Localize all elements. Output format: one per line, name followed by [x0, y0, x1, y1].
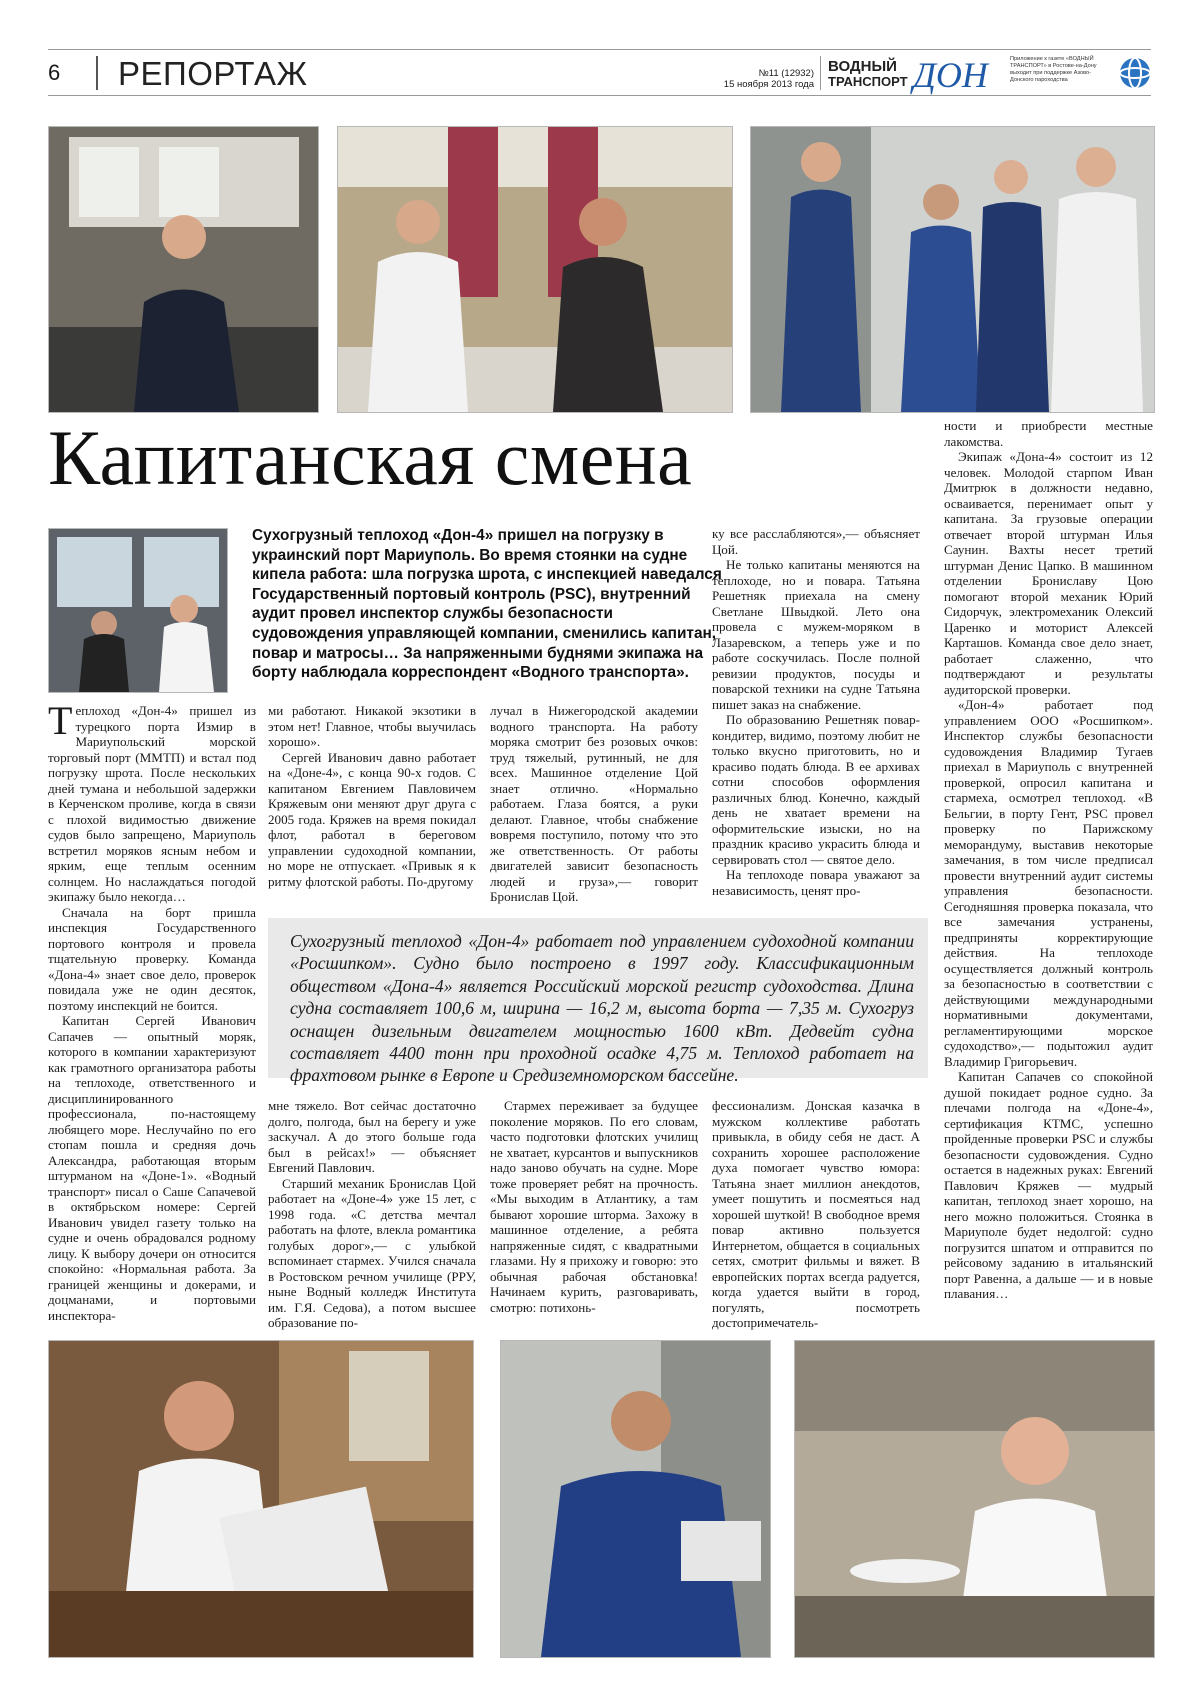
page-number: 6: [48, 60, 61, 85]
paragraph: «Дон-4» работает под управлением ООО «Росшипком». Инспектор службы безопасности судовождения Владимир Тугаев приехал в Мариуполь с внутренней проверкой, опросил капитана и стармеха, осмотрел теплоход. «В Бельгии, в порту Гент, PSC провел проверку по Парижскому меморандуму, выставив некоторые замечания, в том числе предписал провести внутренний аудит системы управления безопасности. Сегодняшняя проверка показала, что все замечания устранены, предприняты корректирующие действия. На теплоходе осуществляется должный контроль за безопасностью в соответствии с действующими международными нормативными документами, регламентирующими морское судоходство»,— подытожил аудит Владимир Григорьевич.: [944, 697, 1153, 1069]
paragraph: ку все расслабляются»,— объясняет Цой.: [712, 526, 920, 557]
paragraph: Капитан Сапачев со спокойной душой покидает родное судно. За плечами полгода на «Доне-4», сертификация КТМС, успешно пройденные проверки PSC и службы безопасности судовождения. Судно остается в надежных руках: Евгений Павлович Кряжев — мудрый капитан, теплоход знает хорошо, на него можно положиться. Стоянка в Мариуполе будет недолгой: судно погрузится шпатом и отправится по рейсовому заданию в итальянский порт Равенна, а дальше — и в новые плавания…: [944, 1069, 1153, 1301]
paragraph: Экипаж «Дона-4» состоит из 12 человек. Молодой старпом Иван Дмитрюк в должности недавно, осваивается, перенимает опыт у капитана. За грузовые операции отвечает второй штурман Илья Саунин. Вахты несет третий штурман Денис Цапко. В машинном отделении Брониславу Цою помогают второй механик Юрий Сидорчук, электромеханик Олексий Царенко и моторист Алексей Карташов. Команда свое дело знает, работает слаженно, что подтверждают и результаты аудиторской проверки.: [944, 449, 1153, 697]
paragraph: лучал в Нижегородской академии водного транспорта. На работу моряка смотрит без розовых очков: труд тяжелый, рутинный, не для всех. Машинное отделение Цой знает отлично. «Нормально работаем. Глаза боятся, а руки делают. Главное, чтобы снабжение вовремя поступило, потому что это же ответственность. От работы двигателей зависит безопасность людей и груза»,— говорит Бронислав Цой.: [490, 703, 698, 904]
paragraph: По образованию Решетняк повар-кондитер, видимо, поэтому любит не только вкусно приготовить, но и красиво подать блюда. В ее архивах сотни способов оформления различных блюд. Конечно, каждый день не хватает времени на оформительские изыски, но на праздник красиво украсить блюда и сервировать стол — святое дело.: [712, 712, 920, 867]
issue-number: №11 (12932): [758, 68, 814, 79]
logo-word-top: ВОДНЫЙ: [828, 58, 897, 75]
column-3-bottom: [490, 1098, 698, 1315]
column-4-top: [712, 526, 920, 898]
headline: Капитанская смена: [48, 414, 693, 501]
lead-paragraph: Сухогрузный теплоход «Дон-4» пришел на погрузку в украинский порт Мариуполь. Во время стоянки на судне кипела работа: шла погрузка шрота, с инспекцией наведался Государственный портовый контроль (PSC), внутренний аудит провел инспектор службы безопасности судовождения управляющей компании, сменились капитан, повар и матросы… За напряженными буднями экипажа на борту наблюдала корреспондент «Водного транспорта».: [252, 527, 722, 682]
logo: [828, 55, 1018, 95]
paragraph: На теплоходе повара уважают за независимость, ценят про-: [712, 867, 920, 898]
logo-word-bottom: ТРАНСПОРТ: [828, 74, 908, 89]
paragraph: ми работают. Никакой экзотики в этом нет! Главное, чтобы выучилась хорошо».: [268, 703, 476, 749]
logo-note: Приложение к газете «ВОДНЫЙ ТРАНСПОРТ» в Ростове-на-Дону выходит при поддержке Азово-Донского пароходства: [1010, 56, 1097, 83]
column-5: [944, 418, 1153, 1302]
paragraph: мне тяжело. Вот сейчас достаточно долго, полгода, был на берегу и уже заскучал. А до этого больше года был в рейсах!» — объясняет Евгений Павлович.: [268, 1098, 476, 1175]
issue-info: [714, 68, 814, 90]
column-1: [48, 698, 256, 1323]
column-4-bottom: [712, 1098, 920, 1331]
paragraph: Капитан Сергей Иванович Сапачев — опытный моряк, которого в компании характеризуют как грамотного организатора работы на теплоходе, ответственного и дисциплинированного профессионала, по-настоящему любящего море. Неслучайно по его стопам пошла и средняя дочь Александра, работающая вторым штурманом на «Доне-1». «Водный транспорт» писал о Саше Сапачевой в октябрьском номере: Сергей Иванович увидел газету только на судне и очень обрадовался родному лицу. К выбору дочери он относится спокойно: «Нормальная работа. За границей женщины и докерами, и доцманами, и портовыми инспектора-: [48, 1013, 256, 1323]
paragraph: Старший механик Бронислав Цой работает на «Доне-4» уже 15 лет, с 1998 года. «С детства мечтал работать на флоте, влекла романтика голубых дорог»,— с улыбкой вспоминает стармех. Учился сначала в Ростовском речном училище (РРУ, ныне Водный колледж Института им. Г.Я. Седова), а потом высшее образование по-: [268, 1175, 476, 1330]
drop-cap: Т: [48, 698, 73, 743]
paragraph: Сначала на борт пришла инспекция Государственного портового контроля и провела тщательную проверку. Команда «Дона-4» знает свое дело, проверок повидала уже не один десяток, поэтому инспекций не боится.: [48, 904, 256, 1013]
photo-chief-engineer: [500, 1340, 771, 1658]
paragraph: Стармех переживает за будущее поколение моряков. По его словам, часто подготовки флотских училищ не хватает, курсантов и выпускников надо заново обучать на судне. Море тоже проверяет ребят на прочность. «Мы выходим в Атлантику, а там бывают хорошие шторма. Захожу в машинное отделение, а ребята напряженные сидят, с квадратными глазами. Ну я прихожу и говорю: это обычная рабочая обстановка! Начинаем курить, разговаривать, смотрю: потихонь-: [490, 1098, 698, 1315]
header-divider-2: [820, 56, 821, 90]
paragraph: ности и приобрести местные лакомства.: [944, 418, 1153, 449]
logo-script: ДОН: [913, 55, 988, 95]
header-bottom-rule: [48, 95, 1151, 96]
paragraph: Не только капитаны меняются на теплоходе, но и повара. Татьяна Решетняк приехала на смену Светлане Швыдкой. Лето она провела с мужем-моряком в Лазаревском, а теперь уже и по работе соскучилась. После полной ревизии продуктов, посуды и поварской техники на судне Татьяна пишет заказ на снабжение.: [712, 557, 920, 712]
column-3-top: [490, 703, 698, 905]
paragraph: фессионализм. Донская казачка в мужском коллективе работать привыкла, в обиду себя не даст. А сохранить хорошее расположение духа помогает чувство юмора: Татьяна знает миллион анекдотов, умеет пошутить и посмеяться над хорошей шуткой! В свободное время повар активно пользуется Интернетом, общается в социальных сетях, смотрит фильмы и вяжет. В европейских портах всегда радуется, когда удается выйти в город, погулять, посмотреть достопримечатель-: [712, 1098, 920, 1330]
info-box: Сухогрузный теплоход «Дон-4» работает под управлением судоходной компании «Росшипком». Судно было построено в 1997 году. Классификационным обществом «Дона-4» является Российский морской регистр судоходства. Длина судна составляет 100,6 м, ширина — 16,2 м, высота борта — 7,35 м. Сухогруз оснащен дизельным двигателем мощностью 1600 кВт. Дедвейт судна составляет 4400 тонн при проходной осадке 4,75 м. Теплоход работает на фрахтовом рынке в Европе и Средиземноморском бассейне.: [268, 918, 928, 1078]
photo-captain-reading-newspaper: [48, 1340, 474, 1658]
header-top-rule: [48, 49, 1151, 50]
paragraph: Сергей Иванович давно работает на «Доне-4», с конца 90-х годов. С капитаном Евгением Павловичем Кряжевым они меняют друг друга с 2005 года. Кряжев на время покидал флот, работал в береговом управлении судоходной компании, но море не отпускает. «Привык я к ритму флотской работы. По-другому: [268, 749, 476, 889]
photo-crew-group: [750, 126, 1155, 413]
column-2-bottom: [268, 1098, 476, 1331]
photo-inspection-meeting: [337, 126, 733, 413]
photo-cook-kitchen: [794, 1340, 1155, 1658]
globe-icon: [1118, 56, 1152, 90]
paragraph: Теплоход «Дон-4» пришел из турецкого порта Измир в Мариупольский морской торговый порт (ММТП) и встал под погрузку шрота. После нескольких дней тумана и небольшой задержки в Керченском проливе, когда в связи с плохой видимостью движение судов было запрещено, Мариуполь встретил моряков ясным небом и ярким, еще теплым осенним солнцем. Но наслаждаться погодой экипажу было некогда…: [48, 698, 256, 904]
column-2-top: [268, 703, 476, 889]
issue-date: 15 ноября 2013 года: [723, 79, 814, 90]
photo-captains-bridge-window: [48, 528, 228, 693]
photo-captain-bridge: [48, 126, 319, 413]
section-title: РЕПОРТАЖ: [118, 55, 308, 92]
header-divider: [96, 56, 98, 90]
